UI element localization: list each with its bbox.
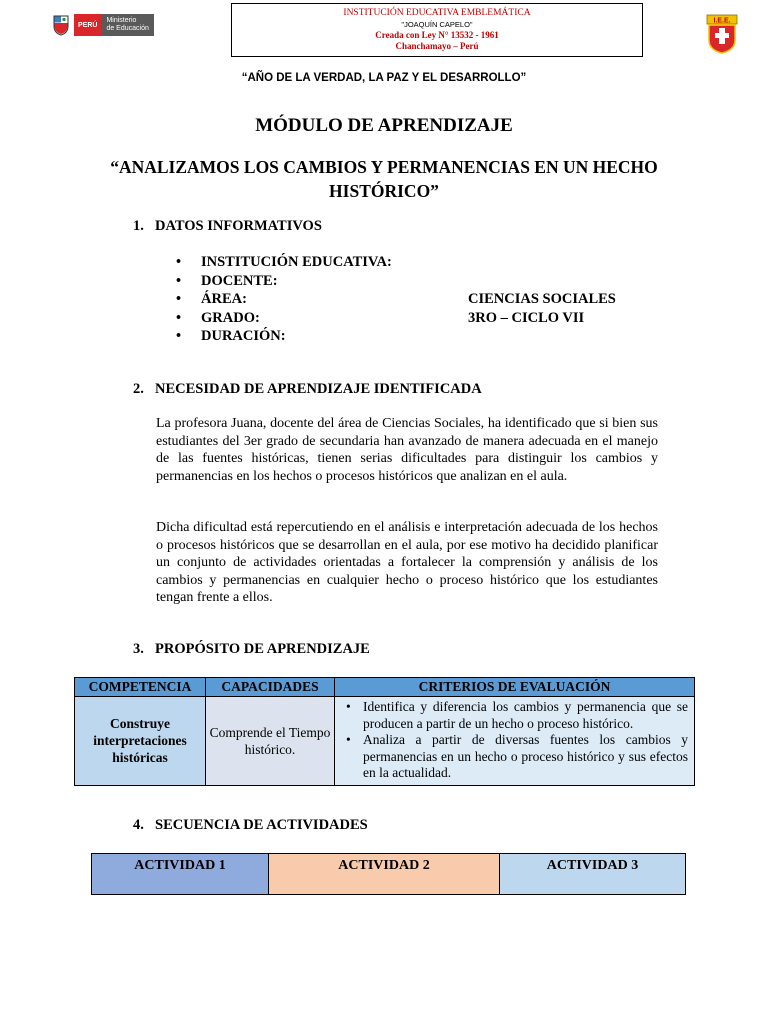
ministry-label bbox=[101, 14, 153, 36]
table-row bbox=[92, 854, 686, 895]
section-4-heading bbox=[133, 817, 368, 834]
bullet: • bbox=[346, 732, 351, 747]
bullet: • bbox=[176, 309, 182, 326]
table-header-row bbox=[75, 678, 695, 697]
section-3-title: PROPÓSITO DE APRENDIZAJE bbox=[155, 641, 370, 657]
paragraph-1: La profesora Juana, docente del área de Ciencias Sociales, ha identificado que si bien sus estudiantes del 3er grado de secundaria han avanzado de manera adecuada en el manejo de las fuentes históricas, tienen serias dificultades para distinguir los cambios y permanencias en los hechos o procesos históricos que analizan en el aula. bbox=[156, 416, 658, 484]
section-3-heading bbox=[133, 641, 370, 658]
field-label-institution: INSTITUCIÓN EDUCATIVA: bbox=[201, 254, 392, 270]
ministry-line-1: Ministerio bbox=[106, 17, 137, 24]
bullet: • bbox=[176, 272, 182, 289]
field-value-area: CIENCIAS SOCIALES bbox=[468, 291, 616, 307]
bullet: • bbox=[176, 254, 182, 270]
activities-table bbox=[91, 853, 686, 895]
institution-line-4: Chanchamayo – Perú bbox=[395, 41, 479, 51]
ministry-line-2: de Educación bbox=[106, 25, 149, 32]
institution-line-2: "JOAQUÍN CAPELO" bbox=[401, 20, 473, 29]
emblem-text: I.E.E. bbox=[713, 17, 731, 25]
criterion-item bbox=[343, 732, 688, 782]
section-4-title: SECUENCIA DE ACTIVIDADES bbox=[155, 817, 368, 833]
field-label-grade: GRADO: bbox=[201, 309, 260, 326]
institution-header-box bbox=[231, 3, 643, 57]
cell-capacidad: Comprende el Tiempo histórico. bbox=[206, 697, 335, 786]
peru-shield-icon bbox=[52, 14, 70, 36]
cell-criterios bbox=[335, 697, 695, 786]
activity-2-cell: ACTIVIDAD 2 bbox=[269, 854, 500, 895]
field-label-teacher: DOCENTE: bbox=[201, 272, 278, 289]
table-row bbox=[75, 697, 695, 786]
section-1-number: 1. bbox=[133, 218, 144, 234]
column-header-criterios: CRITERIOS DE EVALUACIÓN bbox=[335, 678, 695, 697]
year-motto: “AÑO DE LA VERDAD, LA PAZ Y EL DESARROLLO” bbox=[241, 72, 527, 84]
field-value-grade: 3RO – CICLO VII bbox=[468, 309, 585, 326]
criterion-text-1: Identifica y diferencia los cambios y permanencia que se producen a partir de un hecho o proceso histórico. bbox=[363, 699, 688, 731]
bullet: • bbox=[346, 699, 351, 714]
paragraph-2: Dicha dificultad está repercutiendo en el análisis e interpretación adecuada de los hechos o procesos históricos que se desarrollan en el aula, por ese motivo ha decidido planificar un conjunto de actividades orientadas a fortalecer la comprensión y análisis de los cambios y permanencias en cualquier hecho o proceso histórico que los estudiantes tengan frente a ellos. bbox=[156, 520, 658, 605]
criterion-text-2: Analiza a partir de diversas fuentes los cambios y permanencias en un hecho o proceso histórico y sus efectos en la actualidad. bbox=[363, 732, 688, 780]
bullet: • bbox=[176, 291, 182, 307]
section-1-heading bbox=[133, 218, 322, 235]
learning-purpose-table bbox=[74, 677, 695, 786]
institution-line-3: Creada con Ley N° 13532 - 1961 bbox=[375, 30, 499, 40]
page-subtitle: “ANALIZAMOS LOS CAMBIOS Y PERMANENCIAS EN UN HECHO HISTÓRICO” bbox=[110, 157, 658, 201]
column-header-capacidades: CAPACIDADES bbox=[206, 678, 335, 697]
criterion-item bbox=[343, 699, 688, 732]
section-2-heading bbox=[133, 381, 482, 398]
school-emblem-icon bbox=[706, 14, 738, 54]
field-label-duration: DURACIÓN: bbox=[201, 328, 286, 344]
page-title: MÓDULO DE APRENDIZAJE bbox=[255, 115, 513, 136]
section-2-title: NECESIDAD DE APRENDIZAJE IDENTIFICADA bbox=[155, 381, 482, 397]
ministry-of-education-logo bbox=[52, 12, 162, 38]
bullet: • bbox=[176, 328, 182, 344]
activity-1-cell: ACTIVIDAD 1 bbox=[92, 854, 269, 895]
peru-label: PERÚ bbox=[74, 14, 101, 36]
section-4-number: 4. bbox=[133, 817, 144, 833]
activity-3-cell: ACTIVIDAD 3 bbox=[500, 854, 686, 895]
section-2-number: 2. bbox=[133, 381, 144, 397]
institution-line-1: INSTITUCIÓN EDUCATIVA EMBLEMÁTICA bbox=[343, 8, 531, 18]
section-3-number: 3. bbox=[133, 641, 144, 657]
section-1-title: DATOS INFORMATIVOS bbox=[155, 218, 322, 234]
field-label-area: ÁREA: bbox=[201, 291, 247, 307]
column-header-competencia: COMPETENCIA bbox=[75, 678, 206, 697]
cell-competencia: Construye interpretaciones históricas bbox=[75, 697, 206, 786]
